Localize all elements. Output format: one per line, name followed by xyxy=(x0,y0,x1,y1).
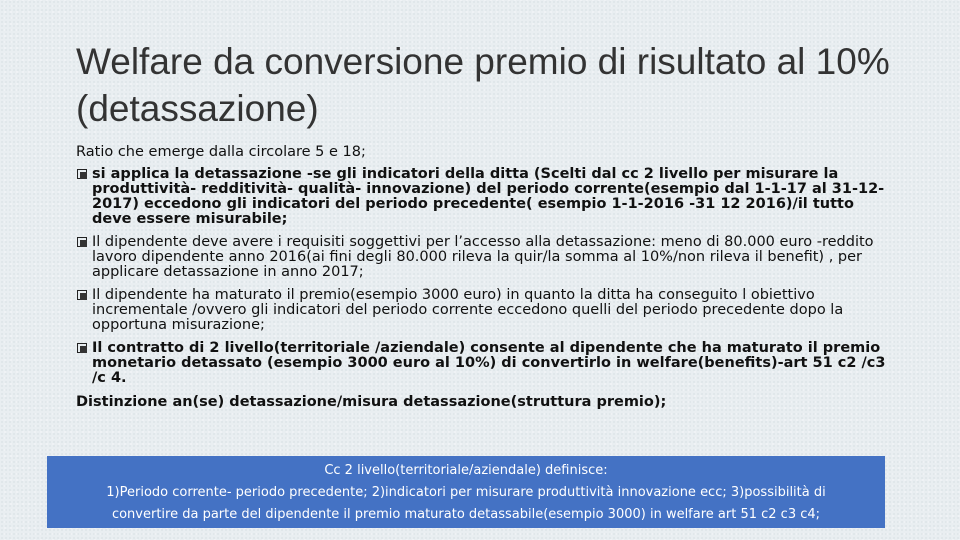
callout-line-1: Cc 2 livello(territoriale/aziendale) definisce: xyxy=(324,463,608,478)
bullet-text: Il dipendente ha maturato il premio(esempio 3000 euro) in quanto la ditta ha conseguito l obiettivo incrementale /ovvero gli indicatori del periodo corrente eccedono quelli del periodo precedente dopo la opportuna misurazione; xyxy=(92,287,844,333)
square-bullet-icon xyxy=(76,342,88,354)
square-bullet-icon xyxy=(76,168,88,180)
bullet-item xyxy=(76,167,896,227)
callout-line-2: 1)Periodo corrente- periodo precedente; 2)indicatori per misurare produttività innovazione ecc; 3)possibilità di xyxy=(106,485,826,500)
bullet-text: si applica la detassazione -se gli indicatori della ditta (Scelti dal cc 2 livello per misurare la produttività- redditività- qualità- innovazione) del periodo corrente(esempio dal 1-1-17 al 31-12-2017) eccedono gli indicatori del periodo precedente( esempio 1-1-2016 -31 12 2016)/il tutto deve essere misurabile; xyxy=(92,166,885,227)
intro-text: Ratio che emerge dalla circolare 5 e 18; xyxy=(76,144,366,160)
square-bullet-icon xyxy=(76,289,88,301)
distinction-text: Distinzione an(se) detassazione/misura detassazione(struttura premio); xyxy=(76,394,667,410)
bullet-item xyxy=(76,288,896,333)
callout-box xyxy=(47,456,885,528)
bullet-list xyxy=(76,167,896,386)
bullet-item xyxy=(76,341,896,386)
slide-title: Welfare da conversione premio di risultato al 10%(detassazione) xyxy=(76,41,890,129)
square-bullet-icon xyxy=(76,236,88,248)
bullet-text: Il dipendente deve avere i requisiti soggettivi per l’accesso alla detassazione: meno di 80.000 euro -reddito lavoro dipendente anno 2016(ai fini degli 80.000 rileva la quir/la somma al 10%/non rileva il benefit) , per applicare detassazione in anno 2017; xyxy=(92,234,874,280)
bullet-text: Il contratto di 2 livello(territoriale /aziendale) consente al dipendente che ha maturato il premio monetario detassato (esempio 3000 euro al 10%) di convertirlo in welfare(benefits)-art 51 c2 /c3 /c 4. xyxy=(92,340,886,386)
bullet-item xyxy=(76,235,896,280)
callout-line-3: convertire da parte del dipendente il premio maturato detassabile(esempio 3000) in welfare art 51 c2 c3 c4; xyxy=(111,507,821,522)
slide-body xyxy=(76,144,896,417)
